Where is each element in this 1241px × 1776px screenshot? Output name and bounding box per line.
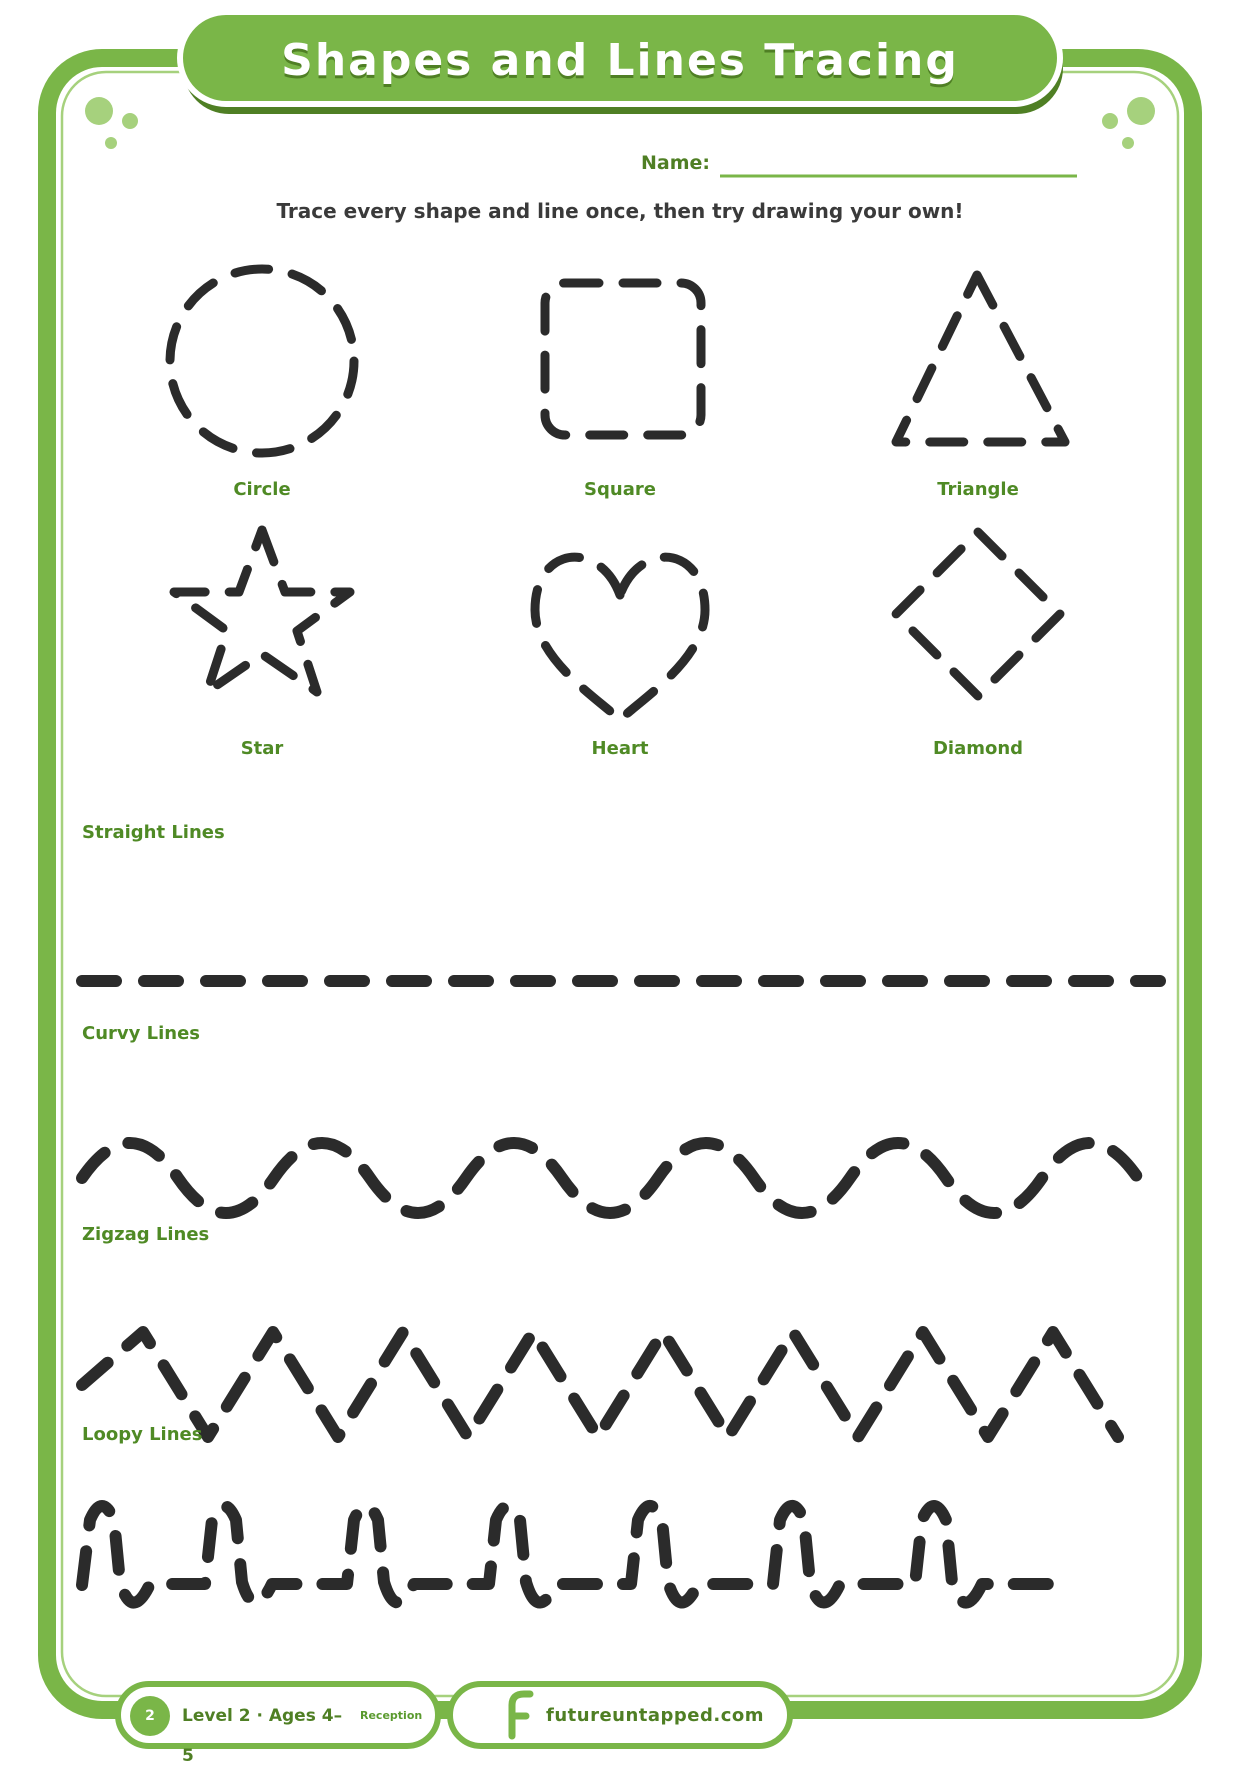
corner-dots-left bbox=[85, 97, 138, 149]
footer-stage: Reception bbox=[360, 1709, 423, 1722]
triangle-icon[interactable] bbox=[896, 275, 1065, 442]
zigzag-line-guide[interactable] bbox=[82, 1332, 1118, 1437]
square-icon[interactable] bbox=[545, 283, 701, 435]
instructions: Trace every shape and line once, then try drawing your own! bbox=[276, 199, 964, 223]
diamond-icon[interactable] bbox=[896, 532, 1060, 696]
page-title: Shapes and Lines Tracing bbox=[281, 35, 959, 86]
shape-label-square: Square bbox=[584, 479, 656, 500]
shape-label-circle: Circle bbox=[233, 479, 291, 500]
shape-label-diamond: Diamond bbox=[932, 738, 1024, 759]
shape-label-star: Star bbox=[240, 738, 284, 759]
page-frame bbox=[47, 58, 1193, 1710]
footer-level: Level 2 · Ages 4–5 bbox=[182, 1706, 343, 1766]
loopy-line-guide[interactable] bbox=[82, 1506, 1055, 1603]
row-label-straight: Straight Lines bbox=[82, 822, 225, 843]
star-icon[interactable] bbox=[174, 530, 350, 692]
row-label-zigzag: Zigzag Lines bbox=[82, 1224, 210, 1245]
shape-label-heart: Heart bbox=[591, 738, 649, 759]
corner-dots-right bbox=[1102, 97, 1155, 149]
page-number: 2 bbox=[145, 1708, 155, 1724]
curvy-line-guide[interactable] bbox=[82, 1143, 1138, 1213]
name-label: Name: bbox=[640, 152, 710, 174]
page-frame-inner bbox=[62, 72, 1178, 1696]
circle-icon[interactable] bbox=[170, 269, 354, 453]
row-label-loopy: Loopy Lines bbox=[82, 1424, 203, 1445]
shape-label-triangle: Triangle bbox=[937, 479, 1019, 500]
heart-icon[interactable] bbox=[535, 557, 705, 720]
row-label-curvy: Curvy Lines bbox=[82, 1023, 201, 1044]
footer-url[interactable]: futureuntapped.com bbox=[546, 1705, 765, 1726]
